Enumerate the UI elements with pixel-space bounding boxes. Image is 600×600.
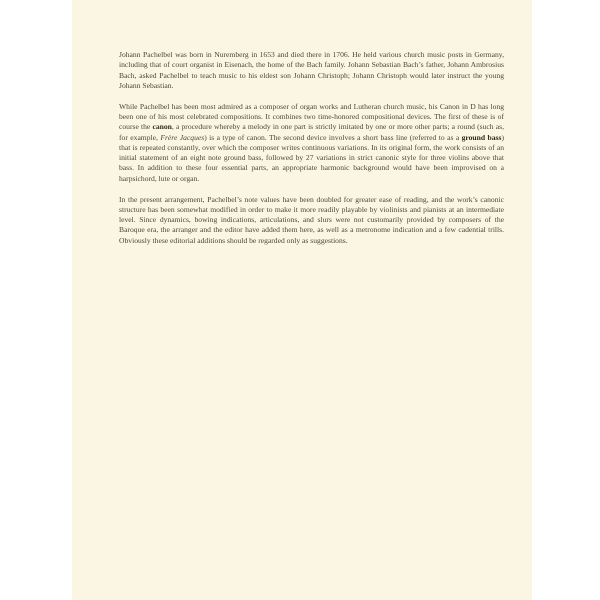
document-body xyxy=(119,50,504,257)
paragraph-biography xyxy=(119,50,504,91)
text-run: ) that is repeated constantly, over which the composer writes continuous variations. In its original form, the work consists of an initial statement of an eight note ground bass, followed by 27 variations in strict canonic style for three violins above that bass. In addition to these four essential parts, an appropriate harmonic background would have been improvised on a harpsichord, lute or organ. xyxy=(119,132,504,183)
paragraph-canon-description xyxy=(119,102,504,184)
italic-term: Frère Jacques xyxy=(160,132,205,142)
bold-term: canon xyxy=(152,122,172,132)
text-run: Johann Pachelbel was born in Nuremberg in 1653 and died there in 1706. He held various church music posts in Germany, including that of court organist in Eisenach, the home of the Bach family. Johann Sebastian Bach’s father, Johann Ambrosius Bach, asked Pachelbel to teach music to his eldest son Johann Christoph; Johann Christoph would later instruct the young Johann Sebastian. xyxy=(119,50,504,90)
text-run: ) is a type of canon. The second device involves a short bass line (referred to as a xyxy=(204,132,462,142)
text-run: , a procedure whereby a melody in one part is strictly imitated by one or more other parts; a round (such as, for example, xyxy=(119,122,504,142)
text-run: In the present arrangement, Pachelbel’s note values have been doubled for greater ease of reading, and the work’s canonic structure has been somewhat modified in order to make it more readily playable by violinists and pianists at an intermediate level. Since dynamics, bowing indications, articulations, and slurs were not customarily provided by composers of the Baroque era, the arranger and the editor have added them here, as well as a metronome indication and a few cadential trills. Obviously these editorial additions should be regarded only as suggestions. xyxy=(119,194,504,245)
text-run: While Pachelbel has been most admired as a composer of organ works and Lutheran church music, his Canon in D has long been one of his most celebrated compositions. It combines two time-honored compositional devices. The first of these is of course the xyxy=(119,101,504,132)
paragraph-arrangement-notes xyxy=(119,195,504,246)
document-page xyxy=(72,0,532,600)
bold-term: ground bass xyxy=(461,132,502,142)
